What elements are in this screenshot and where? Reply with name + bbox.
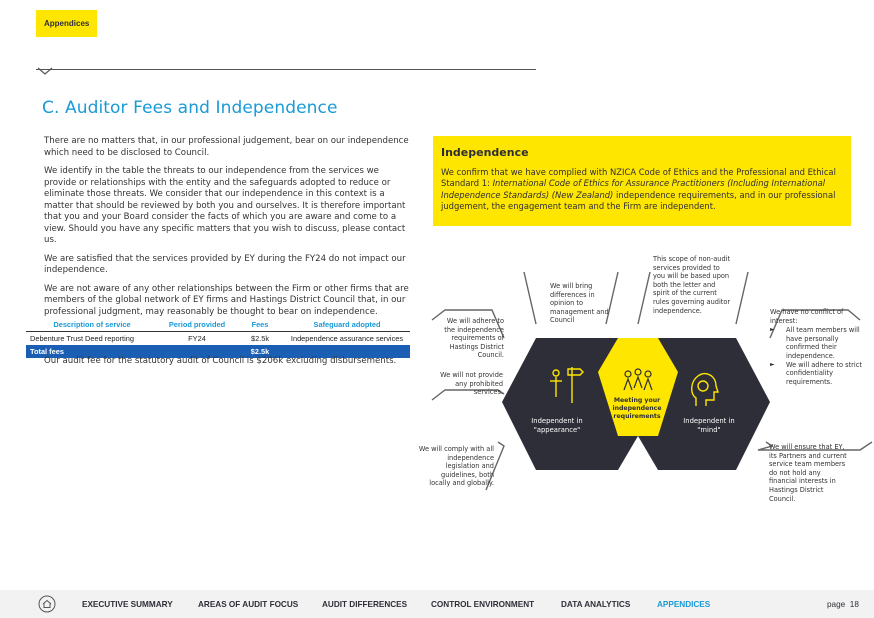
table-header-row [26, 318, 410, 332]
note-conflict-intro: We have no conflict of interest: [770, 308, 844, 325]
fee-note: Our audit fee for the statutory audit of Council is $206k excluding disbursements. [44, 356, 397, 366]
body-text [44, 136, 412, 325]
note-adhere: We will adhere to the independence requirements of Hastings District Council. [444, 317, 504, 360]
table-header: Fees [236, 318, 284, 332]
nav-appendices[interactable]: APPENDICES [657, 600, 711, 609]
note-financial-interests: We will ensure that EY, its Partners and current service team members do not hold any financial interests in Hastings District Council. [769, 443, 847, 503]
independence-text-italic: International Code of Ethics for Assurance Practitioners (Including International Independence Standards) (New Zealand) [441, 178, 826, 200]
independence-text-end: independence requirements, and in our professional judgement, the engagement team and the Firm are independent. [441, 189, 836, 212]
list-item [770, 361, 866, 387]
nav-data-analytics[interactable]: DATA ANALYTICS [561, 600, 631, 609]
table-row [26, 332, 410, 346]
team-people-icon [620, 366, 656, 396]
fees-table [26, 318, 410, 358]
note-differences: We will bring differences in opinion to management and Council [550, 282, 609, 325]
body-paragraph: We are satisfied that the services provided by EY during the FY24 do not impact our independence. [44, 253, 406, 275]
header-divider [36, 69, 536, 70]
chevron-down-icon [36, 67, 56, 77]
table-cell: $2.5k [236, 345, 284, 358]
note-prohibited-services: We will not provide any prohibited services. [440, 371, 503, 397]
note-conflict [770, 308, 866, 386]
section-tag: Appendices [36, 10, 97, 37]
table-header: Description of service [26, 318, 158, 332]
nav-control-environment[interactable]: CONTROL ENVIRONMENT [431, 600, 535, 609]
mind-label: Independent in "mind" [683, 417, 735, 434]
table-cell: $2.5k [250, 334, 270, 343]
note-comply: We will comply with all independence legislation and guidelines, both locally and globally. [418, 445, 494, 488]
nav-areas-of-audit-focus[interactable]: AREAS OF AUDIT FOCUS [198, 600, 299, 609]
note-bullet-text: We will adhere to strict confidentiality requirements. [786, 360, 862, 386]
page-number [827, 600, 859, 609]
diagram-connector-line [736, 272, 748, 324]
table-header: Period provided [158, 318, 236, 332]
nav-executive-summary[interactable]: EXECUTIVE SUMMARY [82, 600, 173, 609]
page-number-value: 18 [849, 600, 859, 609]
independence-text-start: We confirm that we have complied with NZICA Code of Ethics and the Professional and Ethical Standard 1: [441, 167, 836, 189]
center-label: Meeting your independence requirements [612, 397, 662, 420]
independence-box [433, 136, 851, 226]
note-bullet-text: All team members will have personally confirmed their independence. [786, 326, 860, 360]
table-cell: Debenture Trust Deed reporting [30, 334, 134, 343]
head-brain-icon [686, 370, 720, 410]
signpost-person-icon [544, 363, 584, 409]
body-paragraph: There are no matters that, in our professional judgement, bear on our independence which need to be disclosed to Council. [44, 136, 409, 158]
body-paragraph: We are not aware of any other relationships between the Firm or other firms that are members of the global network of EY firms and Hastings District Council that, in our professional judgment, may reasonably be thought to bear on independence. [44, 283, 409, 317]
nav-audit-differences[interactable]: AUDIT DIFFERENCES [322, 600, 408, 609]
note-non-audit-scope: This scope of non-audit services provided to you will be based upon both the letter and spirit of the current rules governing auditor independence. [653, 255, 731, 315]
diagram-connector-line [524, 272, 536, 324]
independence-text [441, 167, 843, 213]
table-cell: Total fees [26, 345, 158, 358]
table-cell: FY24 [188, 334, 206, 343]
page-title: C. Auditor Fees and Independence [42, 98, 338, 118]
body-paragraph: We identify in the table the threats to our independence from the services we provide or relationships with the entity and the safeguards adopted to reduce or eliminate those threats. We consider that our independence in this context is a matter that should be reviewed by both you and ourselves. It is therefore important that you and your Board consider the facts of which you are aware and come to a view. Should you have any specific matters that you wish to discuss, please contact us. [44, 166, 406, 245]
triangle-bullet-icon: ► [770, 326, 775, 334]
diagram-connector-line [638, 272, 650, 324]
table-header: Safeguard adopted [284, 318, 410, 332]
triangle-bullet-icon: ► [770, 360, 775, 368]
page-label: page [827, 600, 846, 609]
list-item [770, 326, 866, 360]
home-icon[interactable] [38, 595, 56, 613]
appearance-label: Independent in "appearance" [531, 417, 583, 434]
table-cell: Independence assurance services [290, 334, 404, 343]
independence-heading: Independence [441, 146, 529, 159]
